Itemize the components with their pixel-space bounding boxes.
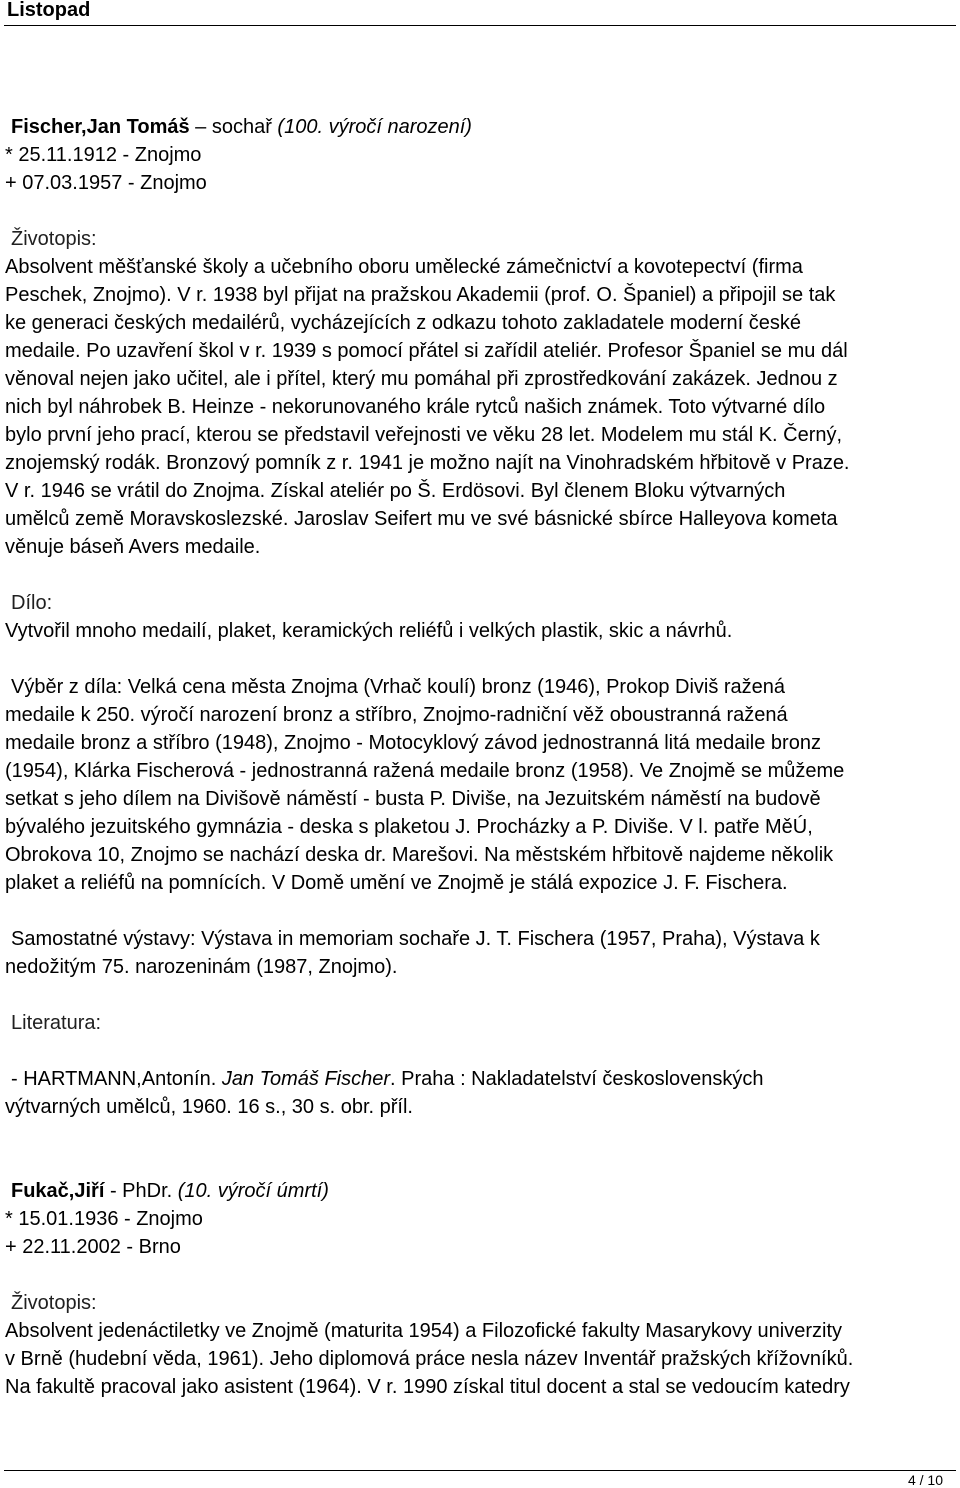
entry1-anniversary: (100. výročí narození): [277, 116, 472, 138]
entry1-bio-line: bylo první jeho prací, kterou se představil veřejnosti ve věku 28 let. Modelem mu stál K. Černý,: [5, 424, 843, 446]
entry1-bio-line: medaile. Po uzavření škol v r. 1939 s pomocí přátel si zařídil ateliér. Profesor Španiel se mu dál: [5, 340, 848, 362]
entry1-bio-line: věnoval nejen jako učitel, ale i přítel, který mu pomáhal při zprostředkování zakázek. Jednou z: [5, 368, 838, 390]
entry1-selection-line: Výběr z díla: Velká cena města Znojma (Vrhač koulí) bronz (1946), Prokop Diviš ražená: [11, 676, 786, 698]
entry1-literature-line: výtvarných umělců, 1960. 16 s., 30 s. obr. příl.: [5, 1096, 413, 1118]
entry1-selection-line: medaile k 250. výročí narození bronz a stříbro, Znojmo-radniční věž oboustranná ražená: [5, 704, 788, 726]
footer-divider: [4, 1470, 956, 1471]
entry1-literature-heading: Literatura:: [11, 1012, 102, 1034]
entry1-name: Fischer,Jan Tomáš: [11, 116, 190, 138]
lit-rest: . Praha : Nakladatelství československých: [390, 1068, 764, 1090]
lit-prefix: - HARTMANN,Antonín.: [11, 1068, 222, 1090]
document-body: [5, 113, 957, 1401]
entry1-title-line: [5, 113, 957, 141]
entry1-exhibitions-line: nedožitým 75. narozeninám (1987, Znojmo).: [5, 956, 398, 978]
entry1-bio-line: Absolvent měšťanské školy a učebního oboru umělecké zámečnictví a kovotepectví (firma: [5, 256, 803, 278]
entry1-literature-item: [5, 1065, 957, 1093]
entry1-selection-line: bývalého jezuitského gymnázia - deska s plaketou J. Procházky a P. Diviše. V l. patře MěÚ,: [5, 816, 813, 838]
entry1-work-heading: Dílo:: [11, 592, 53, 614]
entry2-bio-line: Na fakultě pracoval jako asistent (1964). V r. 1990 získal titul docent a stal se vedoucím katedry: [5, 1376, 850, 1398]
entry1-selection-line: (1954), Klárka Fischerová - jednostranná ražená medaile bronz (1958). Ve Znojmě se můžeme: [5, 760, 845, 782]
entry1-role: – sochař: [189, 116, 278, 138]
entry1-selection-line: Obrokova 10, Znojmo se nachází deska dr. Marešovi. Na městském hřbitově najdeme několik: [5, 844, 834, 866]
entry1-selection-line: medaile bronz a stříbro (1948), Znojmo - Motocyklový závod jednostranná litá medaile bronz: [5, 732, 821, 754]
entry2-bio-line: v Brně (hudební věda, 1961). Jeho diplomová práce nesla název Inventář pražských křížovníků.: [5, 1348, 854, 1370]
entry1-work-line: Vytvořil mnoho medailí, plaket, keramických reliéfů i velkých plastik, skic a návrhů.: [5, 620, 733, 642]
entry2-anniversary: (10. výročí úmrtí): [177, 1180, 329, 1202]
header-divider: [4, 25, 956, 26]
entry1-selection-line: plaket a reliéfů na pomnících. V Domě umění ve Znojmě je stálá expozice J. F. Fischera.: [5, 872, 788, 894]
entry1-bio-line: V r. 1946 se vrátil do Znojma. Získal ateliér po Š. Erdösovi. Byl členem Bloku výtvarných: [5, 480, 786, 502]
entry1-bio-line: znojemský rodák. Bronzový pomník z r. 1941 je možno najít na Vinohradském hřbitově v Praze.: [5, 452, 850, 474]
entry1-bio-line: umělců země Moravskoslezské. Jaroslav Seifert mu ve své básnické sbírce Halleyova kometa: [5, 508, 838, 530]
entry1-died: + 07.03.1957 - Znojmo: [5, 172, 207, 194]
entry2-bio-line: Absolvent jedenáctiletky ve Znojmě (maturita 1954) a Filozofické fakulty Masarykovy univerzity: [5, 1320, 843, 1342]
entry2-bio-heading: Životopis:: [11, 1292, 97, 1314]
entry1-bio-line: ke generaci českých medailérů, vycházejících z odkazu tohoto zakladatele moderní české: [5, 312, 801, 334]
entry2-name: Fukač,Jiří: [11, 1180, 105, 1202]
page-number: 4 / 10: [907, 1472, 943, 1488]
entry1-bio-line: věnuje báseň Avers medaile.: [5, 536, 261, 558]
entry2-title-line: [5, 1177, 957, 1205]
lit-title: Jan Tomáš Fischer: [221, 1068, 391, 1090]
entry2-role: - PhDr.: [104, 1180, 178, 1202]
page-header-title: Listopad: [7, 0, 91, 21]
entry1-born: * 25.11.1912 - Znojmo: [5, 144, 202, 166]
entry1-bio-line: nich byl náhrobek B. Heinze - nekorunovaného krále rytců našich známek. Toto výtvarné dílo: [5, 396, 826, 418]
entry2-died: + 22.11.2002 - Brno: [5, 1236, 181, 1258]
entry1-bio-heading: Životopis:: [11, 228, 97, 250]
entry1-selection-line: setkat s jeho dílem na Divišově náměstí - busta P. Diviše, na Jezuitském náměstí na budově: [5, 788, 821, 810]
entry2-born: * 15.01.1936 - Znojmo: [5, 1208, 203, 1230]
entry1-bio-line: Peschek, Znojmo). V r. 1938 byl přijat na pražskou Akademii (prof. O. Španiel) a připojil se tak: [5, 284, 836, 306]
entry1-exhibitions-line: Samostatné výstavy: Výstava in memoriam sochaře J. T. Fischera (1957, Praha), Výstava k: [11, 928, 820, 950]
